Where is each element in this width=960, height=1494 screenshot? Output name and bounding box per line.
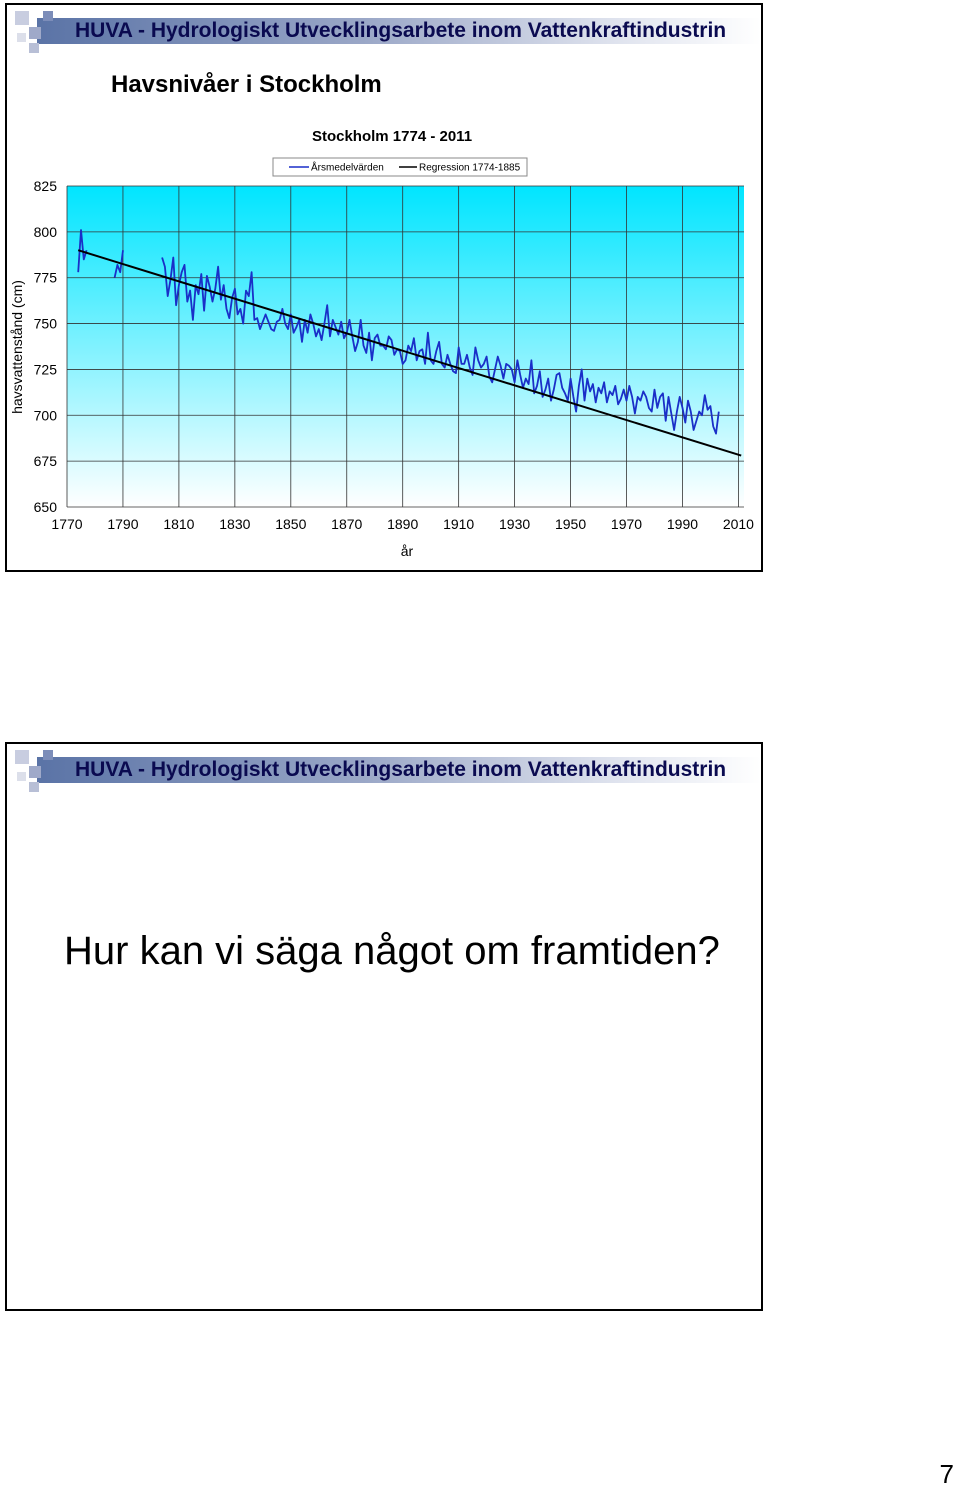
x-tick-label: 1770 [51,516,83,532]
y-tick-label: 700 [33,407,57,424]
x-axis-label: år [400,543,414,559]
header-decoration-square [43,11,53,21]
y-axis-ticks [34,178,58,515]
header-decoration-square [29,782,39,792]
slide-header [7,744,761,794]
header-title: HUVA - Hydrologiskt Utvecklingsarbete inom Vattenkraftindustrin [75,19,727,42]
y-tick-label: 725 [33,361,57,378]
header-decoration-square [15,750,29,764]
slide-2 [5,742,763,1311]
x-tick-label: 1810 [163,516,195,532]
x-tick-label: 1930 [499,516,531,532]
slide-title: Havsnivåer i Stockholm [111,71,382,98]
header-decoration-square [15,11,29,25]
x-axis-ticks [51,516,754,532]
x-tick-label: 1830 [219,516,251,532]
y-tick-label: 775 [33,269,57,286]
page-number: 7 [939,1459,954,1489]
header-decoration-square [29,27,41,39]
y-axis-label: havsvattenstånd (cm) [9,280,25,414]
header-decoration-square [17,772,26,781]
legend-label-series: Årsmedelvärden [311,162,384,174]
slide-header [7,5,761,55]
x-tick-label: 1970 [610,516,643,532]
x-tick-label: 2010 [722,516,754,532]
slide-1 [5,3,763,572]
y-tick-label: 675 [33,453,57,470]
sea-level-chart [7,115,761,565]
plot-area [67,186,744,507]
header-decoration-square [17,33,26,42]
slide-body-text: Hur kan vi säga något om framtiden? [64,929,720,973]
y-tick-label: 750 [33,315,57,332]
header-decoration-square [43,750,53,760]
x-tick-label: 1790 [107,516,139,532]
header-decoration-square [29,43,39,53]
x-tick-label: 1990 [666,516,699,532]
x-tick-label: 1950 [554,516,587,532]
header-decoration-square [29,766,41,778]
legend-label-regression: Regression 1774-1885 [419,162,521,174]
chart-legend [273,158,527,176]
x-tick-label: 1890 [387,516,419,532]
x-tick-label: 1870 [331,516,363,532]
x-tick-label: 1850 [275,516,307,532]
chart-title: Stockholm 1774 - 2011 [311,128,473,145]
header-title: HUVA - Hydrologiskt Utvecklingsarbete inom Vattenkraftindustrin [75,758,727,781]
y-tick-label: 650 [33,499,57,515]
y-tick-label: 825 [33,178,57,194]
x-tick-label: 1910 [443,516,475,532]
y-tick-label: 800 [33,223,57,240]
